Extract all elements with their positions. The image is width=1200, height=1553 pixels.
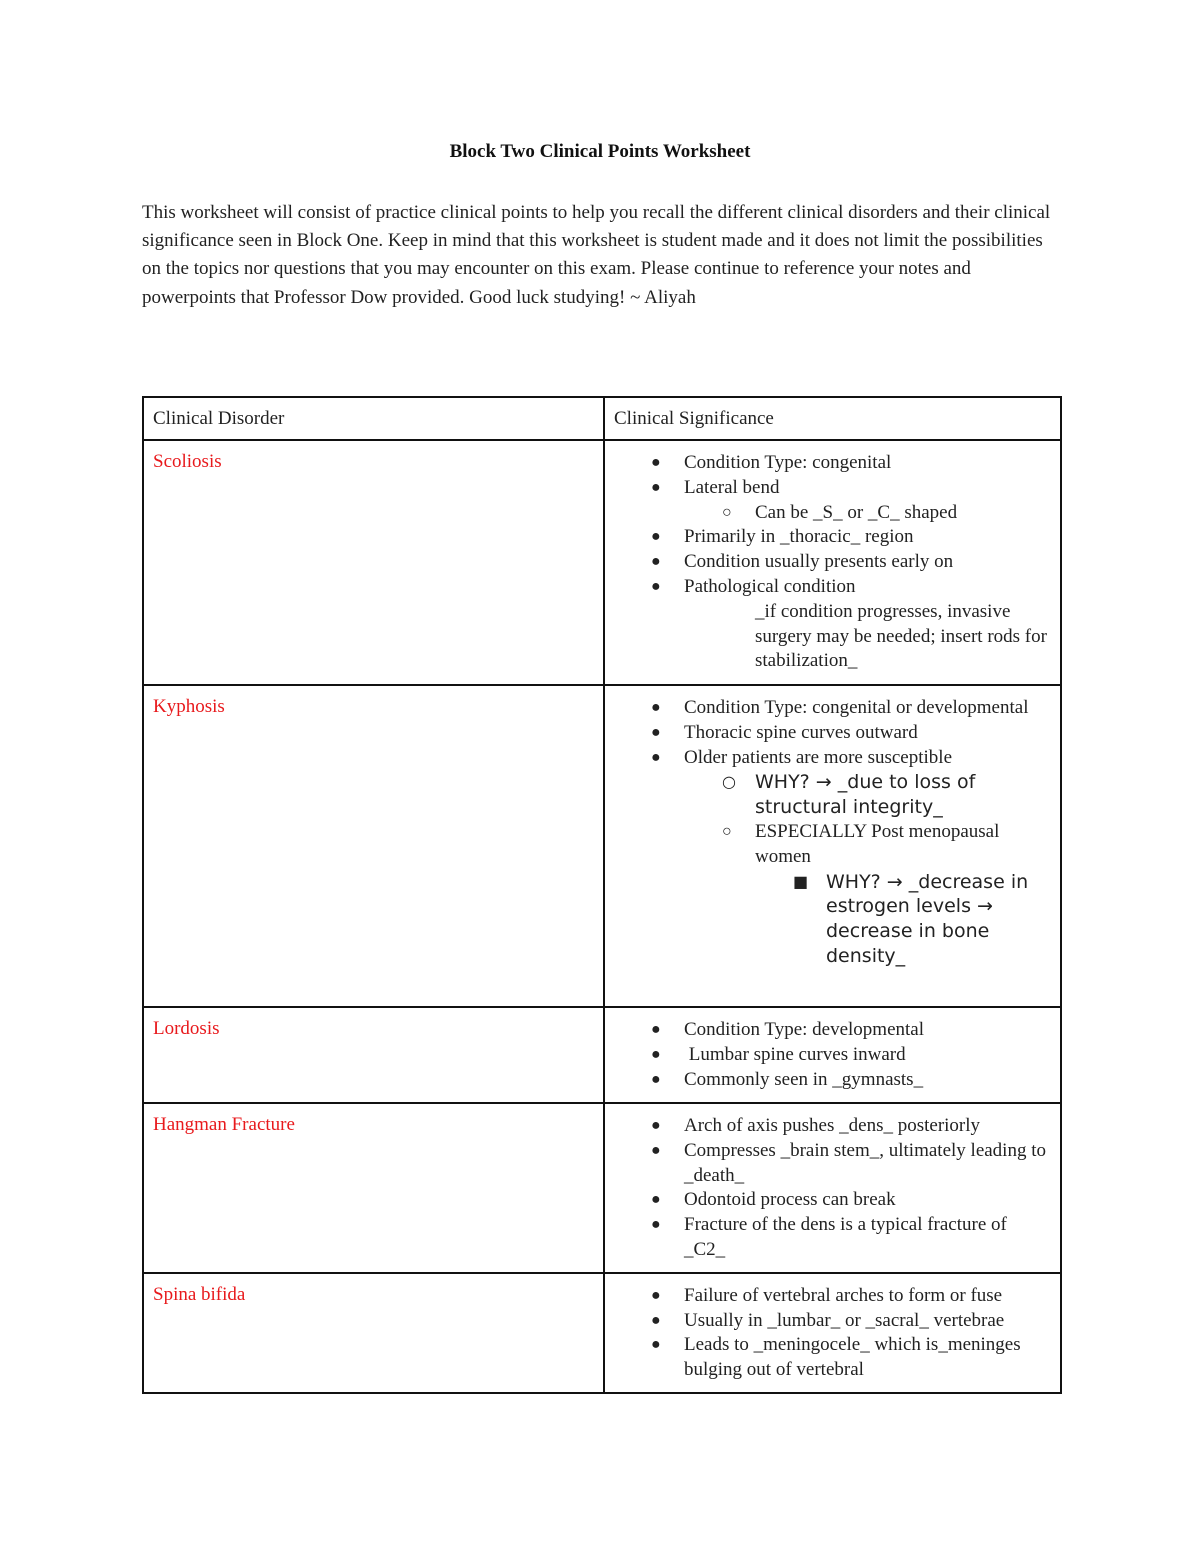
list-item: ● Odontoid process can break: [614, 1188, 1051, 1213]
bullet-icon: ●: [651, 1336, 661, 1354]
bullet-icon: ●: [651, 577, 661, 595]
list-item: ● Condition usually presents early on: [614, 550, 1051, 575]
significance-cell: [604, 685, 1061, 1007]
list-item: _if condition progresses, invasive surgery may be needed; insert rods for stabilization_: [755, 600, 1047, 672]
list-item: ■ WHY? → _decrease in estrogen levels → decrease in bone density_: [793, 870, 1029, 967]
bullet-icon: ■: [793, 871, 809, 891]
disorder-name: Scoliosis: [143, 440, 604, 685]
significance-list: [614, 1114, 1051, 1263]
header-clinical-disorder: Clinical Disorder: [143, 397, 604, 440]
bullet-icon: ●: [651, 748, 661, 766]
significance-list: [614, 1284, 1051, 1383]
list-item: ● Commonly seen in _gymnasts_: [614, 1068, 1051, 1093]
bullet-icon: ●: [651, 1141, 661, 1159]
list-item: ● Compresses _brain stem_, ultimately leading to _death_: [651, 1139, 1046, 1186]
list-item: ● Usually in _lumbar_ or _sacral_ vertebrae: [614, 1309, 1051, 1334]
list-item: ○ ESPECIALLY Post menopausal women: [722, 820, 1000, 867]
bullet-icon: ●: [651, 1070, 661, 1088]
table-header-row: [143, 397, 1061, 440]
bullet-icon: ●: [651, 553, 661, 571]
list-item: ● Lumbar spine curves inward: [614, 1043, 1051, 1068]
table-row: [143, 685, 1061, 1007]
significance-cell: [604, 1103, 1061, 1273]
disorder-name: Spina bifida: [143, 1273, 604, 1393]
bullet-icon: ○: [722, 772, 736, 792]
bullet-icon: ○: [722, 822, 732, 840]
bullet-icon: ●: [651, 454, 661, 471]
bullet-icon: ○: [722, 503, 732, 521]
list-item: ● Leads to _meningocele_ which is_meninges bulging out of vertebral: [651, 1334, 1021, 1381]
list-item: ● Failure of vertebral arches to form or fuse: [614, 1284, 1051, 1309]
disorder-name: Kyphosis: [143, 685, 604, 1007]
bullet-icon: ●: [651, 1117, 661, 1134]
bullet-icon: ●: [651, 1021, 661, 1038]
significance-cell: [604, 1007, 1061, 1103]
disorder-name: Lordosis: [143, 1007, 604, 1103]
list-item: ○ WHY? → _due to loss of structural integrity_: [722, 771, 976, 819]
clinical-points-table: [142, 396, 1062, 1394]
bullet-icon: ●: [651, 478, 661, 496]
bullet-icon: ●: [651, 1286, 661, 1304]
bullet-icon: ●: [651, 723, 661, 741]
list-item: ● Arch of axis pushes _dens_ posteriorly: [614, 1114, 1051, 1139]
table-row: [143, 1273, 1061, 1393]
bullet-icon: ●: [651, 699, 661, 716]
significance-list: [614, 1018, 1051, 1092]
table-row: [143, 1103, 1061, 1273]
bullet-icon: ●: [651, 528, 661, 546]
table-row: [143, 1007, 1061, 1103]
disorder-name: Hangman Fracture: [143, 1103, 604, 1273]
list-item: ● Thoracic spine curves outward: [614, 721, 1051, 746]
list-item: ● Lateral bend: [614, 476, 1051, 501]
header-clinical-significance: Clinical Significance: [604, 397, 1061, 440]
bullet-icon: ●: [651, 1216, 661, 1234]
list-item: ● Older patients are more susceptible: [614, 746, 1051, 771]
worksheet-title: Block Two Clinical Points Worksheet: [449, 141, 751, 162]
significance-cell: [604, 440, 1061, 685]
significance-list: [614, 696, 1051, 969]
list-item: ● Condition Type: developmental: [614, 1018, 1051, 1043]
bullet-icon: ●: [651, 1311, 661, 1329]
list-item: ● Fracture of the dens is a typical fracture of _C2_: [651, 1214, 1007, 1260]
intro-paragraph: This worksheet will consist of practice clinical points to help you recall the different clinical disorders and their clinical significance seen in Block One. Keep in mind that this worksheet is student made and it does not limit the possibilities on the topics nor questions that you may encounter on this exam. Please continue to reference your notes and powerpoints that Professor Dow provided. Good luck studying! ~ Aliyah: [142, 202, 1051, 308]
list-item: ● Primarily in _thoracic_ region: [614, 525, 1051, 550]
bullet-icon: ●: [651, 1045, 661, 1063]
significance-cell: [604, 1273, 1061, 1393]
bullet-icon: ●: [651, 1191, 661, 1209]
significance-list: [614, 451, 1051, 674]
list-item: ● Pathological condition: [614, 575, 1051, 600]
table-row: [143, 440, 1061, 685]
list-item: ● Condition Type: congenital: [614, 451, 1051, 476]
list-item: ● Condition Type: congenital or developmental: [614, 696, 1051, 721]
list-item: ○ Can be _S_ or _C_ shaped: [614, 501, 1051, 526]
